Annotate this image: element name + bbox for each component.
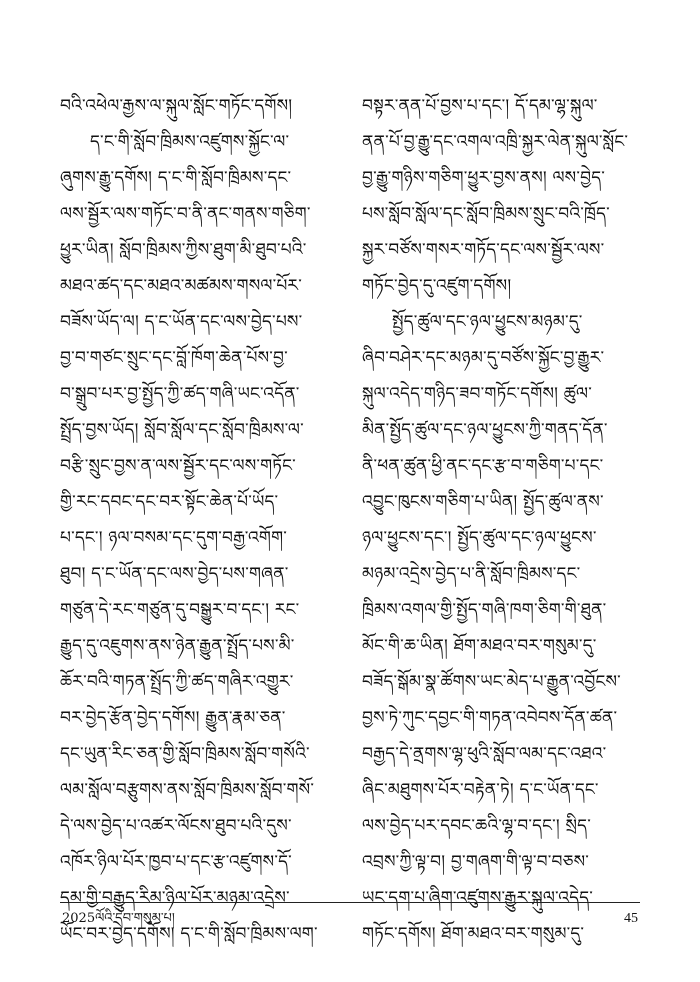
text-line: མཉམ་འདྲེས་བྱེད་པ་ནི་སློབ་ཁྲིམས་དང་ xyxy=(362,564,581,584)
text-line: བར་བྱེད་རྩོན་བྱེད་དགོས། རྒྱུན་རྣམ་ཅན་ xyxy=(60,708,286,728)
text-line: མོང་གི་ཆ་ཡིན། ཐོག་མཐའ་བར་གསུམ་དུ་ xyxy=(362,636,597,656)
issue-label: 2025ལོའི་དེབ་གསུམ་པ། xyxy=(62,911,175,926)
text-line: བརྒྱད་དེ་ནྲགས་ལྷ་ཕུའི་སློབ་ལམ་དང་འཐའ་ xyxy=(362,744,607,764)
text-line: འབྱུང་ཁུངས་གཅིག་པ་ཡིན། སྤྱོད་ཚུལ་ནས་ xyxy=(362,492,604,512)
text-line: ཕྱུར་ཡིན། སློབ་ཁྲིམས་ཀྱིས་ཐུག་མི་ཐུབ་པའི་ xyxy=(60,240,307,260)
text-line: དམ་གྱི་བརྒྱུད་རིམ་ཉིལ་པོར་མཉམ་འདྲེས་ xyxy=(60,888,290,908)
text-line: བྱས་ཏེ་ཀུང་དབྱང་གི་གཏན་འབེབས་དོན་ཚན་ xyxy=(362,708,618,728)
page-number: 45 xyxy=(624,911,638,926)
text-line: སྤྱོད་ཚུལ་དང་ཉལ་ཕྱུངས་མཉམ་དུ་ xyxy=(392,312,583,332)
text-line: ཡང་དག་པ་ཞིག་འཛུགས་རྒྱུར་སྐུལ་འདེད་ xyxy=(362,888,594,908)
text-line: བའི་འཕེལ་རྒྱས་ལ་སྐུལ་སློང་གཏོང་དགོས། xyxy=(60,96,293,116)
text-line: བྱ་རྒྱུ་གཉིས་གཅིག་ཕྱུར་བྱས་ནས། ལས་བྱེད་ xyxy=(362,168,606,188)
text-line: མཐའ་ཚད་དང་མཐའ་མཚམས་གསལ་པོར་ xyxy=(60,276,302,296)
text-line: སྐུལ་འདེད་གཉིད་ཟབ་གཏོང་དགོས། ཚུལ་ xyxy=(362,384,592,404)
text-line: རྒྱུད་དུ་འཇུགས་ནས་ཉེན་རྒྱུན་སྤྲོད་པས་མི་ xyxy=(60,636,295,656)
text-line: ཞིང་མཐུགས་པོར་བརྟེན་ཏེ། ད་ང་ཡོན་དང་ xyxy=(362,780,599,800)
text-line: ནན་པོ་བྱ་རྒྱུ་དང་འགལ་འཁྲི་སྐྱར་ལེན་སྐུལ་སློང་ xyxy=(362,132,629,152)
text-line: བརྩི་སྲུང་བྱས་ན་ལས་སྦྱོར་དང་ལས་གཏོང་ xyxy=(60,456,296,476)
text-line: བཟོས་ཡོད་ལ། ད་ང་ཡོན་དང་ལས་བྱེད་པས་ xyxy=(60,312,303,332)
text-line: འབྲས་ཀྱི་ལྟ་བ། བྱ་གཞག་གི་ལྟ་བ་བཅས་ xyxy=(362,852,590,872)
text-line: གཏོང་བྱེད་དུ་འཛུག་དགོས། xyxy=(362,276,512,296)
text-line: ཁྲིམས་འགལ་གྱི་སྤྱོད་གཞི་ཁག་ཅིག་གི་ཐུན་ xyxy=(362,600,607,620)
text-line: ལས་བྱེད་པར་དབང་ཆའི་ལྷ་བ་དང་། སྲིད་ xyxy=(362,816,591,836)
text-line: ལས་སྦྱོར་ལས་གཏོང་བ་ནི་ནང་གནས་གཅིག་ xyxy=(60,204,311,224)
text-line: པས་སློབ་སློལ་དང་སློབ་ཁྲིམས་སྲུང་བའི་ཁྲོད་ xyxy=(362,204,610,224)
text-line: ད་ང་གི་སློབ་ཁྲིམས་འཛུགས་སྐྱོང་ལ་ xyxy=(90,132,290,152)
text-line: མིན་སྤྱོད་ཚུལ་དང་ཉལ་ཕྱུངས་ཀྱི་གནད་དོན་ xyxy=(362,420,608,440)
text-line: ཉལ་ཕྱུངས་དང་། སྤྱོད་ཚུལ་དང་ཉལ་ཕྱུངས་ xyxy=(362,528,597,548)
text-line: བྱ་བ་གཙང་སྲུང་དང་བློ་ཁོག་ཆེན་པོས་བྱ་ xyxy=(60,348,288,368)
text-line: དང་ཡུན་རིང་ཅན་གྱི་སློབ་ཁྲིམས་སློབ་གསོའི་ xyxy=(60,744,310,764)
text-line: ཆོར་བའི་གཏན་སྤྲོད་ཀྱི་ཚད་གཞིར་འགྱུར་ xyxy=(60,672,294,692)
text-line: ཡོང་བར་བྱེད་དགོས། ད་ང་གི་སློབ་ཁྲིམས་ལག་ xyxy=(60,924,318,944)
text-line: བཟོད་སྒོམ་སྣ་ཚོགས་ཡང་མེད་པ་རྒྱུན་འབྱོངས་ xyxy=(362,672,621,692)
text-line: དེ་ལས་བྱེད་པ་འཚར་ལོངས་ཐུབ་པའི་དུས་ xyxy=(60,816,292,836)
text-line: པ་དང་། ཉལ་བསམ་དང་དུག་བརྒྱ་འགོག་ xyxy=(60,528,288,548)
text-line: བསྟར་ནན་པོ་བྱས་པ་དང་། དོ་དམ་ལྷ་སྐུལ་ xyxy=(362,96,598,116)
text-line: སྐྱར་བཙོས་གསར་གཏོད་དང་ལས་སྦྱོར་ལས་ xyxy=(362,240,605,260)
footer-divider xyxy=(60,902,640,903)
text-line: ཐུབ། ད་ང་ཡོན་དང་ལས་བྱེད་པས་གཞན་ xyxy=(60,564,289,584)
right-text-column xyxy=(362,88,654,952)
text-line: སྤྲོད་བྱས་ཡོད། སློབ་སློལ་དང་སློབ་ཁྲིམས་ལ་ xyxy=(60,420,304,440)
text-line: ཞུགས་རྒྱུ་དགོས། ད་ང་གི་སློབ་ཁྲིམས་དང་ xyxy=(60,168,292,188)
text-line: གཙུན་དེ་རང་གཙུན་དུ་བསྒྱུར་བ་དང་། རང་ xyxy=(60,600,300,620)
text-line: འཁོར་ཉིལ་པོར་ཁྱབ་པ་དང་རྩ་འཛུགས་དོ་ xyxy=(60,852,292,872)
text-line: གྱི་རང་དབང་དང་བར་སྟོང་ཆེན་པོ་ཡོད་ xyxy=(60,492,279,512)
text-line: ཞིབ་བཤེར་དང་མཉམ་དུ་བཙོས་སྐྱོང་བྱ་རྒྱུར་ xyxy=(362,348,605,368)
text-line: གཏོང་དགོས། ཐོག་མཐའ་བར་གསུམ་དུ་ xyxy=(362,924,585,944)
text-line: ལམ་སློལ་བརྩུགས་ནས་སློབ་ཁྲིམས་སློབ་གསོ་ xyxy=(60,780,315,800)
left-text-column xyxy=(60,88,352,952)
text-line: ནི་ཕན་ཚུན་ཕྱི་ནང་དང་རྩ་བ་གཅིག་པ་དང་ xyxy=(362,456,604,476)
text-line: བ་སྒྲུབ་པར་བྱ་སྤྱོད་ཀྱི་ཚད་གཞི་ཡང་འདོན་ xyxy=(60,384,300,404)
